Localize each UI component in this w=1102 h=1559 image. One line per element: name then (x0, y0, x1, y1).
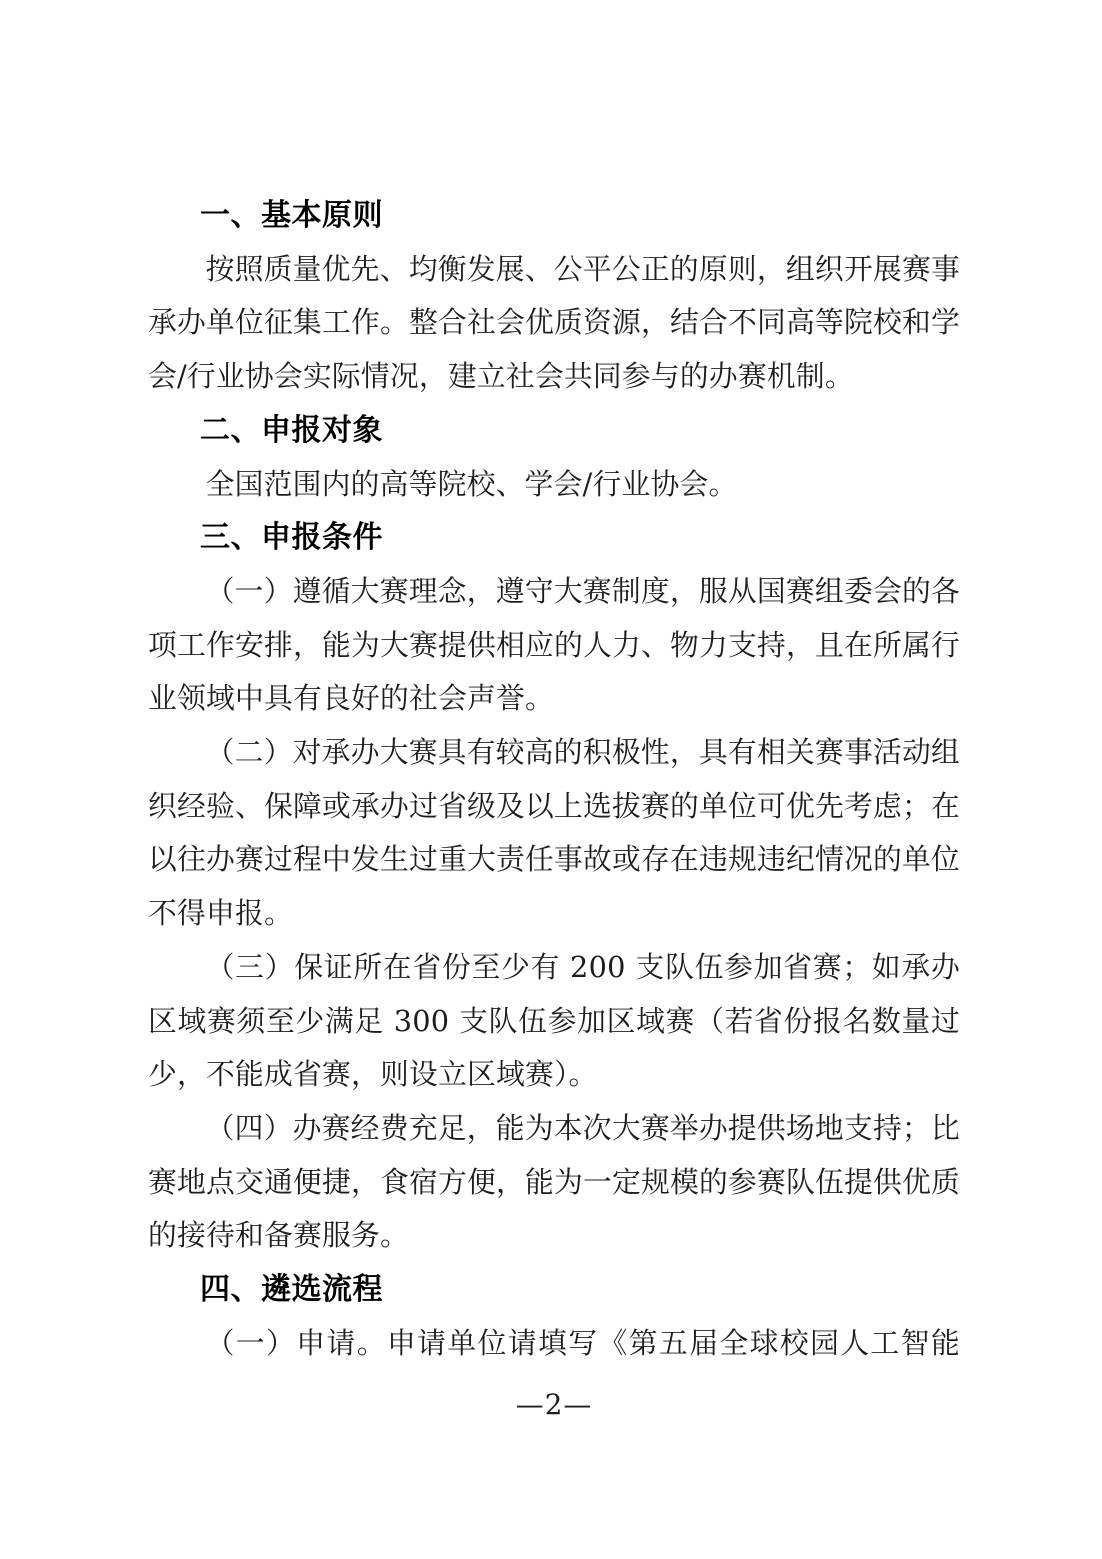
section-basic-principles (148, 189, 960, 404)
section-application-targets (148, 404, 960, 511)
section-heading: 三、申报条件 (200, 520, 383, 556)
section-heading: 二、申报对象 (200, 412, 383, 448)
paragraph: 按照质量优先、均衡发展、公平公正的原则，组织开展赛事承办单位征集工作。整合社会优质资源，结合不同高等院校和学会/行业协会实际情况，建立社会共同参与的办赛机制。 (148, 251, 960, 394)
paragraph-condition-4: （四）办赛经费充足，能为本次大赛举办提供场地支持；比赛地点交通便捷，食宿方便，能为一定规模的参赛队伍提供优质的接待和备赛服务。 (148, 1110, 960, 1253)
page-footer (148, 1390, 960, 1420)
paragraph: 全国范围内的高等院校、学会/行业协会。 (205, 466, 738, 501)
paragraph-condition-3: （三）保证所在省份至少有 200 支队伍参加省赛；如承办区域赛须至少满足 300 支队伍参加区域赛（若省份报名数量过少，不能成省赛，则设立区域赛）。 (148, 949, 960, 1092)
paragraph-application-step: （一）申请。申请单位请填写《第五届全球校园人工智能 (205, 1325, 960, 1360)
section-application-conditions (148, 511, 960, 1263)
document-body (148, 189, 960, 1370)
paragraph-condition-2: （二）对承办大赛具有较高的积极性，具有相关赛事活动组织经验、保障或承办过省级及以上选拔赛的单位可优先考虑；在以往办赛过程中发生过重大责任事故或存在违规违纪情况的单位不得申报。 (148, 735, 960, 931)
section-selection-process (148, 1263, 960, 1370)
page-number: —2— (515, 1388, 593, 1421)
paragraph-condition-1: （一）遵循大赛理念，遵守大赛制度，服从国赛组委会的各项工作安排，能为大赛提供相应的人力、物力支持，且在所属行业领域中具有良好的社会声誉。 (148, 573, 960, 716)
section-heading: 四、遴选流程 (200, 1272, 383, 1308)
section-heading: 一、基本原则 (200, 198, 383, 233)
